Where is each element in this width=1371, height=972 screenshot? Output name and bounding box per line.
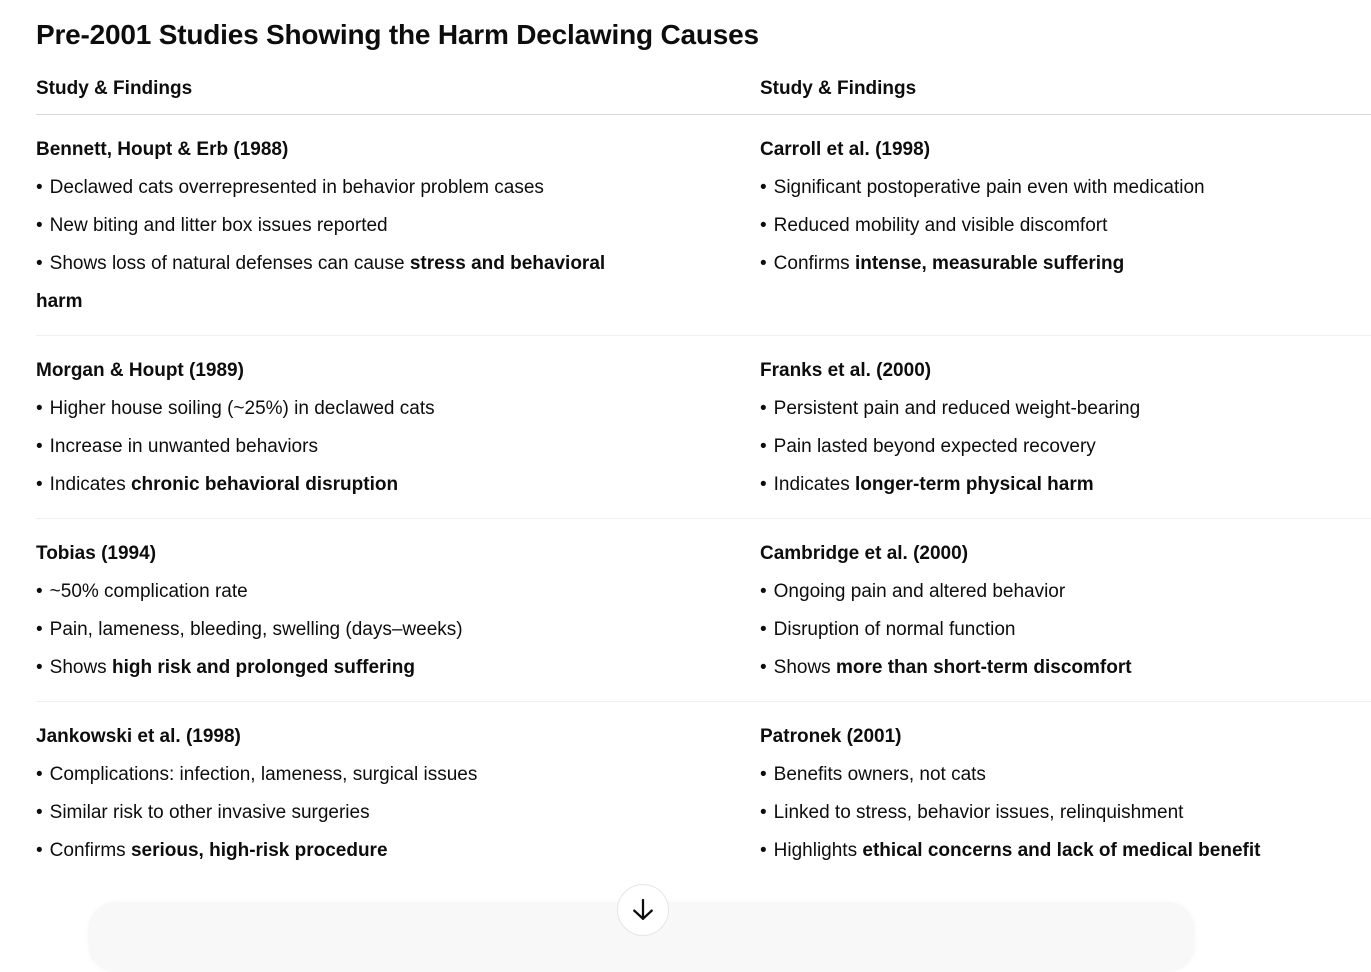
- finding-bullet: • Linked to stress, behavior issues, relinquishment: [760, 802, 1184, 823]
- study-cell: [36, 702, 760, 884]
- document-area: [0, 18, 1371, 884]
- study-name: Franks et al. (2000): [760, 360, 932, 381]
- bullet-icon: •: [36, 474, 43, 495]
- finding-bullet: • Pain, lameness, bleeding, swelling (days–weeks): [36, 619, 463, 640]
- finding-bullet: • Confirms serious, high-risk procedure: [36, 840, 388, 861]
- bullet-icon: •: [36, 840, 43, 861]
- finding-bullet: • Persistent pain and reduced weight-bearing: [760, 398, 1141, 419]
- bullet-icon: •: [760, 802, 767, 823]
- finding-bullet: • Significant postoperative pain even with medication: [760, 177, 1205, 198]
- bullet-icon: •: [36, 802, 43, 823]
- finding-bullet: • Indicates chronic behavioral disruption: [36, 474, 399, 495]
- column-header-left: Study & Findings: [36, 78, 193, 99]
- study-name: Morgan & Houpt (1989): [36, 360, 244, 381]
- studies-table: [36, 78, 1371, 884]
- table-row: [36, 115, 1371, 336]
- finding-bullet: • Indicates longer-term physical harm: [760, 474, 1094, 495]
- finding-bullet: • Highlights ethical concerns and lack of medical benefit: [760, 840, 1261, 861]
- bullet-icon: •: [36, 436, 43, 457]
- finding-bullet: • Declawed cats overrepresented in behavior problem cases: [36, 177, 544, 198]
- table-row: [36, 702, 1371, 884]
- bullet-icon: •: [36, 581, 43, 602]
- bullet-icon: •: [760, 253, 767, 274]
- study-name: Bennett, Houpt & Erb (1988): [36, 139, 289, 160]
- bullet-icon: •: [760, 764, 767, 785]
- bullet-icon: •: [760, 619, 767, 640]
- bullet-icon: •: [760, 215, 767, 236]
- table-row: [36, 336, 1371, 519]
- finding-bullet: • Pain lasted beyond expected recovery: [760, 436, 1096, 457]
- bullet-icon: •: [760, 474, 767, 495]
- study-name: Jankowski et al. (1998): [36, 726, 241, 747]
- bullet-icon: •: [760, 840, 767, 861]
- finding-bullet: • Ongoing pain and altered behavior: [760, 581, 1066, 602]
- bullet-icon: •: [760, 581, 767, 602]
- study-cell: [36, 115, 760, 335]
- study-cell: [760, 519, 1371, 701]
- study-name: Tobias (1994): [36, 543, 157, 564]
- study-cell: [760, 702, 1371, 884]
- arrow-down-icon: [628, 895, 658, 925]
- column-header-right: Study & Findings: [760, 78, 917, 99]
- study-cell: [36, 336, 760, 518]
- study-name: Cambridge et al. (2000): [760, 543, 969, 564]
- bullet-icon: •: [760, 436, 767, 457]
- finding-bullet: • Increase in unwanted behaviors: [36, 436, 318, 457]
- finding-bullet: • Benefits owners, not cats: [760, 764, 986, 785]
- study-cell: [760, 336, 1371, 518]
- bullet-icon: •: [36, 619, 43, 640]
- scroll-to-bottom-button[interactable]: [617, 884, 669, 936]
- bullet-icon: •: [36, 215, 43, 236]
- finding-bullet: • Similar risk to other invasive surgeries: [36, 802, 370, 823]
- finding-bullet: • ~50% complication rate: [36, 581, 248, 602]
- bullet-icon: •: [36, 398, 43, 419]
- study-name: Patronek (2001): [760, 726, 902, 747]
- study-name: Carroll et al. (1998): [760, 139, 931, 160]
- finding-bullet: • Shows high risk and prolonged suffering: [36, 657, 415, 678]
- bullet-icon: •: [36, 177, 43, 198]
- bullet-icon: •: [36, 657, 43, 678]
- bullet-icon: •: [36, 253, 43, 274]
- finding-bullet: • Shows loss of natural defenses can cause stress and behavioral harm: [36, 253, 606, 312]
- bullet-icon: •: [36, 764, 43, 785]
- table-body: [36, 115, 1371, 884]
- finding-bullet: • New biting and litter box issues reported: [36, 215, 388, 236]
- finding-bullet: • Shows more than short-term discomfort: [760, 657, 1132, 678]
- study-cell: [36, 519, 760, 701]
- finding-bullet: • Higher house soiling (~25%) in declawed cats: [36, 398, 435, 419]
- finding-bullet: • Reduced mobility and visible discomfort: [760, 215, 1108, 236]
- bullet-icon: •: [760, 657, 767, 678]
- finding-bullet: • Confirms intense, measurable suffering: [760, 253, 1125, 274]
- bullet-icon: •: [760, 398, 767, 419]
- bullet-icon: •: [760, 177, 767, 198]
- page-title: Pre-2001 Studies Showing the Harm Declawing Causes: [36, 19, 759, 50]
- finding-bullet: • Complications: infection, lameness, surgical issues: [36, 764, 478, 785]
- table-row: [36, 519, 1371, 702]
- finding-bullet: • Disruption of normal function: [760, 619, 1016, 640]
- study-cell: [760, 115, 1371, 335]
- table-header-row: [36, 78, 1371, 115]
